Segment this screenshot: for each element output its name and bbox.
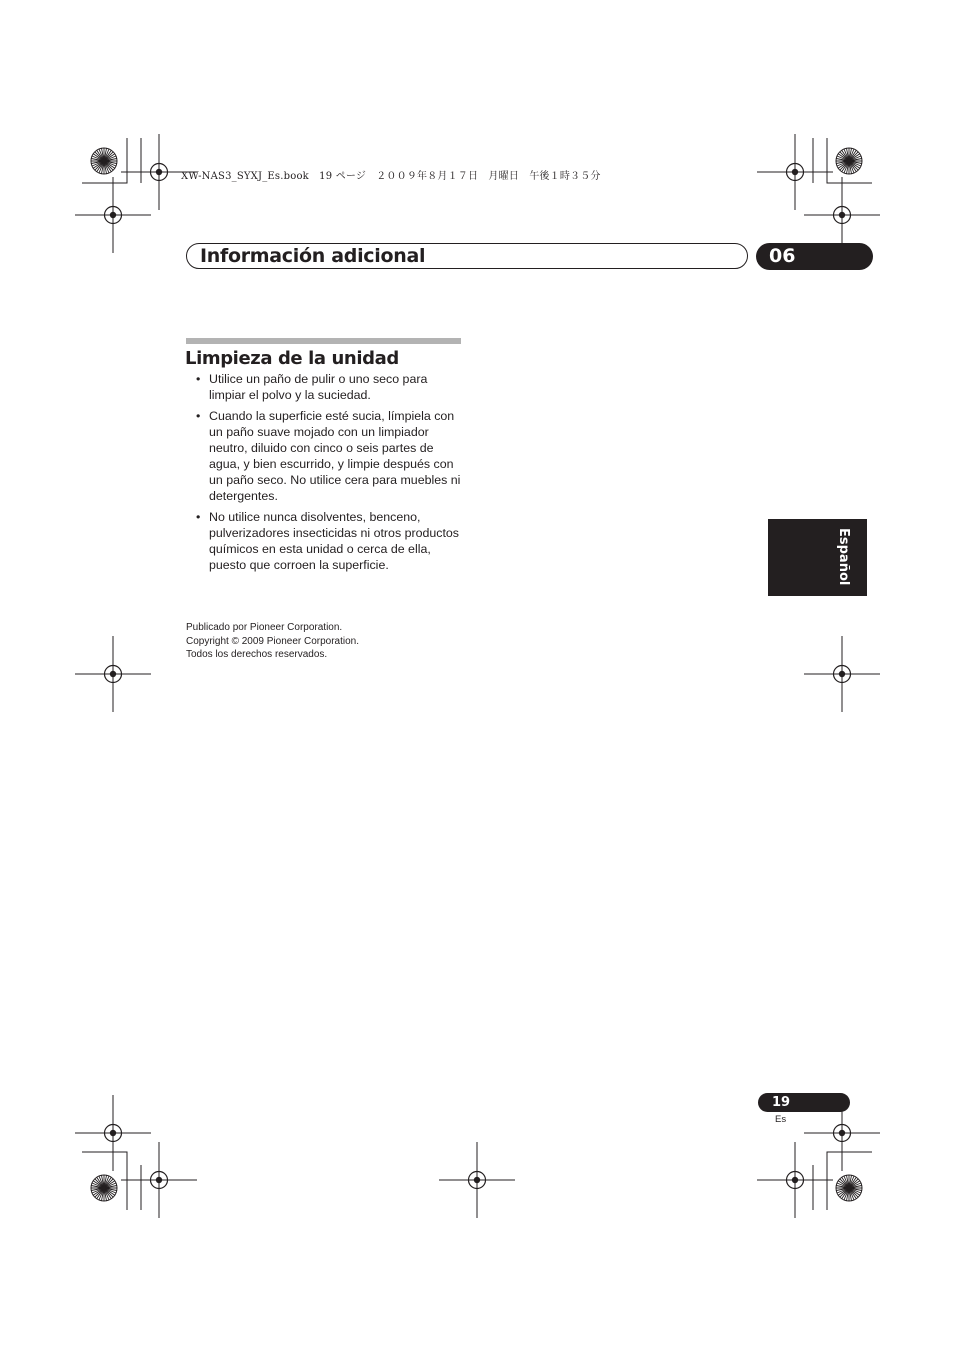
chapter-number-badge — [756, 243, 873, 270]
publisher-line: Publicado por Pioneer Corporation. — [186, 622, 343, 633]
language-tab — [768, 519, 867, 596]
page-number-badge — [758, 1093, 850, 1112]
bullet-icon: • — [196, 372, 201, 386]
publisher-info — [186, 621, 359, 662]
list-item-text: No utilice nunca disolventes, benceno, pulverizadores insecticidas ni otros productos químicos en esta unidad o cerca de ella, puesto que corroen la superficie. — [209, 510, 460, 572]
cleaning-instructions-list — [190, 371, 465, 578]
rights-line: Todos los derechos reservados. — [186, 649, 328, 660]
section-heading: Limpieza de la unidad — [185, 348, 399, 369]
page-language-code: Es — [775, 1114, 787, 1125]
list-item — [190, 509, 465, 573]
chapter-title: Información adicional — [200, 245, 426, 267]
page-number: 19 — [772, 1095, 791, 1110]
file-header: XW-NAS3_SYXJ_Es.book 19 ページ ２００９年８月１７日 月曜日 午後１時３５分 — [181, 171, 601, 182]
section-rule — [186, 338, 461, 344]
chapter-number: 06 — [769, 245, 796, 267]
list-item — [190, 371, 465, 403]
list-item-text: Cuando la superficie esté sucia, límpiela con un paño suave mojado con un limpiador neutro, diluido con cinco o seis partes de agua, y bien escurrido, y limpie después con un paño seco. No utilice cera para muebles ni detergentes. — [209, 409, 461, 503]
copyright-line: Copyright © 2009 Pioneer Corporation. — [186, 635, 360, 647]
bullet-icon: • — [196, 409, 201, 423]
list-item-text: Utilice un paño de pulir o uno seco para limpiar el polvo y la suciedad. — [209, 372, 428, 402]
bullet-icon: • — [196, 510, 201, 524]
list-item — [190, 408, 465, 504]
language-tab-label: Español — [836, 528, 851, 586]
